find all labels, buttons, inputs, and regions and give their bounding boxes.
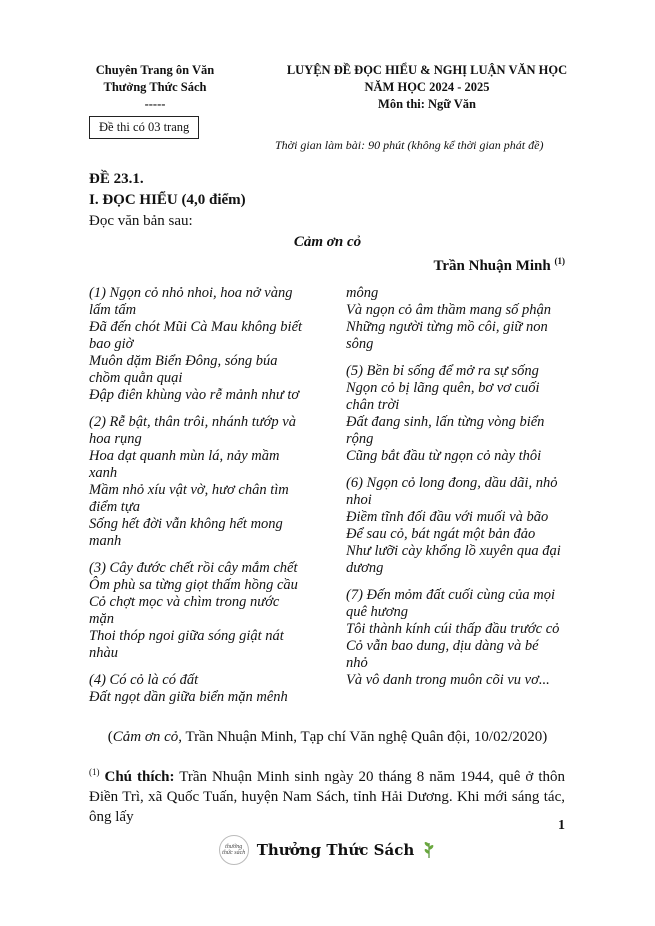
stanza <box>89 414 319 550</box>
header-right <box>262 62 592 113</box>
poem-line: chân trời <box>346 397 400 413</box>
header-right-line-3: Môn thi: Ngữ Văn <box>378 97 476 111</box>
poem-line: Và ngọn cỏ âm thầm mang số phận <box>346 302 552 318</box>
footnote <box>89 762 565 827</box>
poem-line: Muôn dặm Biển Đông, sóng búa <box>89 353 278 369</box>
header-right-line-2: NĂM HỌC 2024 - 2025 <box>364 80 490 94</box>
poem-line: Mầm nhỏ xíu vật vờ, hươ chân tìm <box>89 482 289 498</box>
poem-line: manh <box>89 533 122 549</box>
stanza <box>89 672 319 706</box>
poem-line: (1) Ngọn cỏ nhỏ nhoi, hoa nở vàng <box>89 285 293 301</box>
poem-line: (5) Bền bỉ sống để mở ra sự sống <box>346 363 539 379</box>
poem-line: Đất đang sinh, lấn từng vòng biển <box>346 414 545 430</box>
poem-column-right <box>346 285 576 699</box>
poem-line: nhoi <box>346 492 372 508</box>
poem-column-left <box>89 285 319 716</box>
poem-line: Để sau cỏ, bát ngát một bản đảo <box>346 526 536 542</box>
poem-line: mặn <box>89 611 114 627</box>
author-name: Trần Nhuận Minh <box>433 258 551 274</box>
stanza <box>346 587 576 689</box>
header-left-line-2: Thưởng Thức Sách <box>103 80 207 94</box>
poem-line: Ngọn cỏ bị lãng quên, bơ vơ cuối <box>346 380 540 396</box>
poem-line: Thoi thóp ngoi giữa sóng giật nát <box>89 628 284 644</box>
source-rest: , Trần Nhuận Minh, Tạp chí Văn nghệ Quân đội, 10/02/2020) <box>178 729 548 745</box>
poem-line: Đã đến chót Mũi Cà Mau không biết <box>89 319 303 335</box>
header-left <box>70 62 240 113</box>
poem-line: (4) Có cỏ là có đất <box>89 672 199 688</box>
poem-line: sông <box>346 336 374 352</box>
poem-line: Cỏ vẫn bao dung, dịu dàng và bé <box>346 638 539 654</box>
poem-line: (2) Rễ bật, thân trôi, nhánh tướp và <box>89 414 296 430</box>
poem-line: Ôm phù sa từng giọt thấm hồng cầu <box>89 577 298 593</box>
poem-line: hoa rụng <box>89 431 142 447</box>
time-note: Thời gian làm bài: 90 phút (không kể thời gian phát đề) <box>275 138 544 152</box>
page-number: 1 <box>558 818 565 833</box>
pages-box: Đề thi có 03 trang <box>89 116 199 139</box>
section-title: I. ĐỌC HIỂU (4,0 điểm) <box>89 192 246 208</box>
source-work: Cảm ơn cỏ <box>112 729 179 745</box>
poem-line: Hoa dạt quanh mùn lá, nảy mầm <box>89 448 280 464</box>
poem-line: (3) Cây đước chết rồi cây mắm chết <box>89 560 298 576</box>
poem-line: quê hương <box>346 604 408 620</box>
poem-title: Cảm ơn cỏ <box>293 234 362 250</box>
poem-line: rộng <box>346 431 374 447</box>
stanza <box>89 285 319 404</box>
poem-line: Những người từng mồ côi, giữ non <box>346 319 548 335</box>
poem-line: Đất ngọt dần giữa biển mặn mênh <box>89 689 288 705</box>
header-left-line-1: Chuyên Trang ôn Văn <box>95 63 215 77</box>
poem-line: (6) Ngọn cỏ long đong, dầu dãi, nhỏ <box>346 475 558 491</box>
source-open: ( <box>107 729 113 745</box>
poem-line: Sống hết đời vẫn không hết mong <box>89 516 283 532</box>
poem-line: Cỏ chợt mọc và chìm trong nước <box>89 594 280 610</box>
header-left-line-3: ----- <box>144 97 166 111</box>
brand-logo: thưởng thức sách <box>219 835 249 865</box>
footnote-label: Chú thích: <box>104 769 175 785</box>
poem-line: nhỏ <box>346 655 368 671</box>
stanza <box>346 285 576 353</box>
stanza <box>89 560 319 662</box>
source-citation <box>0 729 655 746</box>
stanza <box>346 475 576 577</box>
poem-line: dương <box>346 560 384 576</box>
stanza <box>346 363 576 465</box>
poem-line: Tôi thành kính cúi thấp đầu trước cỏ <box>346 621 560 637</box>
footnote-text: Trần Nhuận Minh sinh ngày 20 tháng 8 năm 1944, quê ở thôn Điền Trì, xã Quốc Tuấn, huyện Nam Sách, tỉnh Hải Dương. Khi mới sáng tác, ông lấy <box>89 769 565 825</box>
exam-code: ĐỀ 23.1. <box>89 171 144 187</box>
poem-line: xanh <box>89 465 118 481</box>
header-right-line-1: LUYỆN ĐỀ ĐỌC HIỂU & NGHỊ LUẬN VĂN HỌC <box>286 63 568 77</box>
poem-author <box>433 256 565 275</box>
poem-line: mông <box>346 285 379 301</box>
poem-line: Đập điên khùng vào rễ mảnh như tơ <box>89 387 300 403</box>
poem-line: bao giờ <box>89 336 134 352</box>
footer-brand <box>0 835 655 865</box>
poem-line: Cũng bắt đầu từ ngọn cỏ này thôi <box>346 448 542 464</box>
poem-line: Như lưỡi cày khổng lồ xuyên qua đại <box>346 543 561 559</box>
poem-line: nhàu <box>89 645 118 661</box>
poem-line: chồm quằn quại <box>89 370 183 386</box>
leaf-icon <box>422 841 436 859</box>
footnote-marker: (1) <box>89 767 100 777</box>
author-footnote-ref: (1) <box>554 256 565 266</box>
poem-line: Và vô danh trong muôn cõi vu vơ... <box>346 672 550 688</box>
poem-line: Điềm tĩnh đối đầu với muối và bão <box>346 509 549 525</box>
poem-line: lấm tấm <box>89 302 137 318</box>
poem-line: điểm tựa <box>89 499 140 515</box>
poem-line: (7) Đến mỏm đất cuối cùng của mọi <box>346 587 555 603</box>
brand-name: Thưởng Thức Sách <box>256 841 415 859</box>
instruction: Đọc văn bản sau: <box>89 213 193 229</box>
